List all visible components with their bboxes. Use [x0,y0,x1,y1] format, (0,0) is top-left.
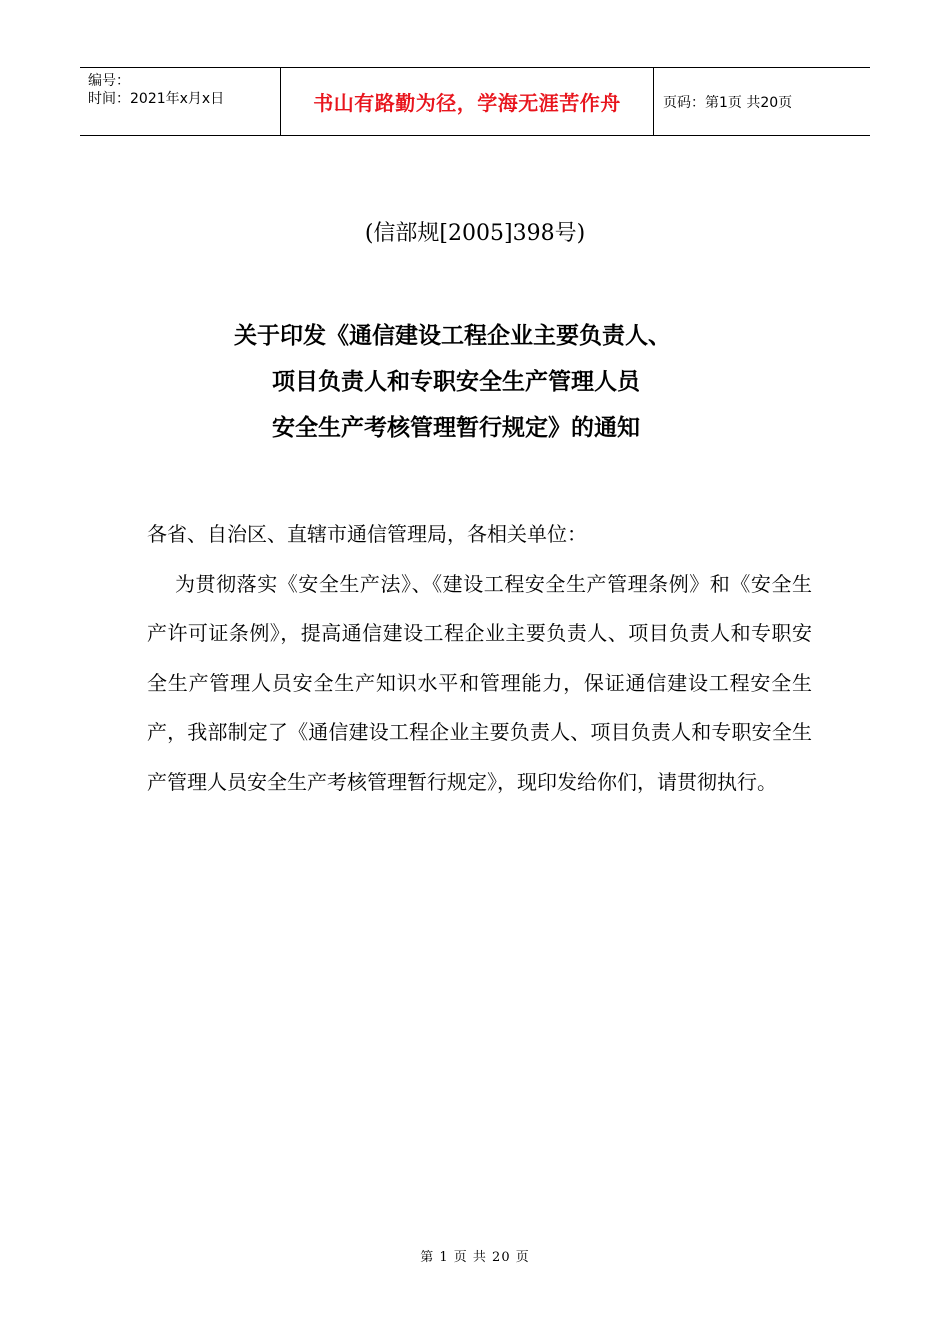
document-header [80,67,870,136]
title-line-3: 安全生产考核管理暂行规定》的通知 [272,415,640,441]
document-body [147,510,812,808]
title-line-1: 关于印发《通信建设工程企业主要负责人、 [234,323,671,349]
document-number: (信部规[2005]398号) [364,221,586,246]
page-footer: 第 1 页 共 20 页 [420,1250,530,1265]
header-time-label: 时间：2021年x月x日 [88,91,225,107]
salutation: 各省、自治区、直辖市通信管理局，各相关单位： [147,522,587,546]
body-paragraph: 为贯彻落实《安全生产法》、《建设工程安全生产管理条例》和《安全生产许可证条例》，提高通信建设工程企业主要负责人、项目负责人和专职安全生产管理人员安全生产知识水平和管理能力，保证通信建设工程安全生产，我部制定了《通信建设工程企业主要负责人、项目负责人和专职安全生产管理人员安全生产考核管理暂行规定》，现印发给你们，请贯彻执行。 [147,571,812,794]
title-line-2: 项目负责人和专职安全生产管理人员 [272,369,640,395]
header-number-label: 编号： [88,73,130,89]
document-title [0,313,950,451]
header-meta-cell [80,68,281,135]
header-page-info: 页码：第1页 共20页 [663,94,793,111]
header-motto: 书山有路勤为径，学海无涯苦作舟 [281,68,654,135]
